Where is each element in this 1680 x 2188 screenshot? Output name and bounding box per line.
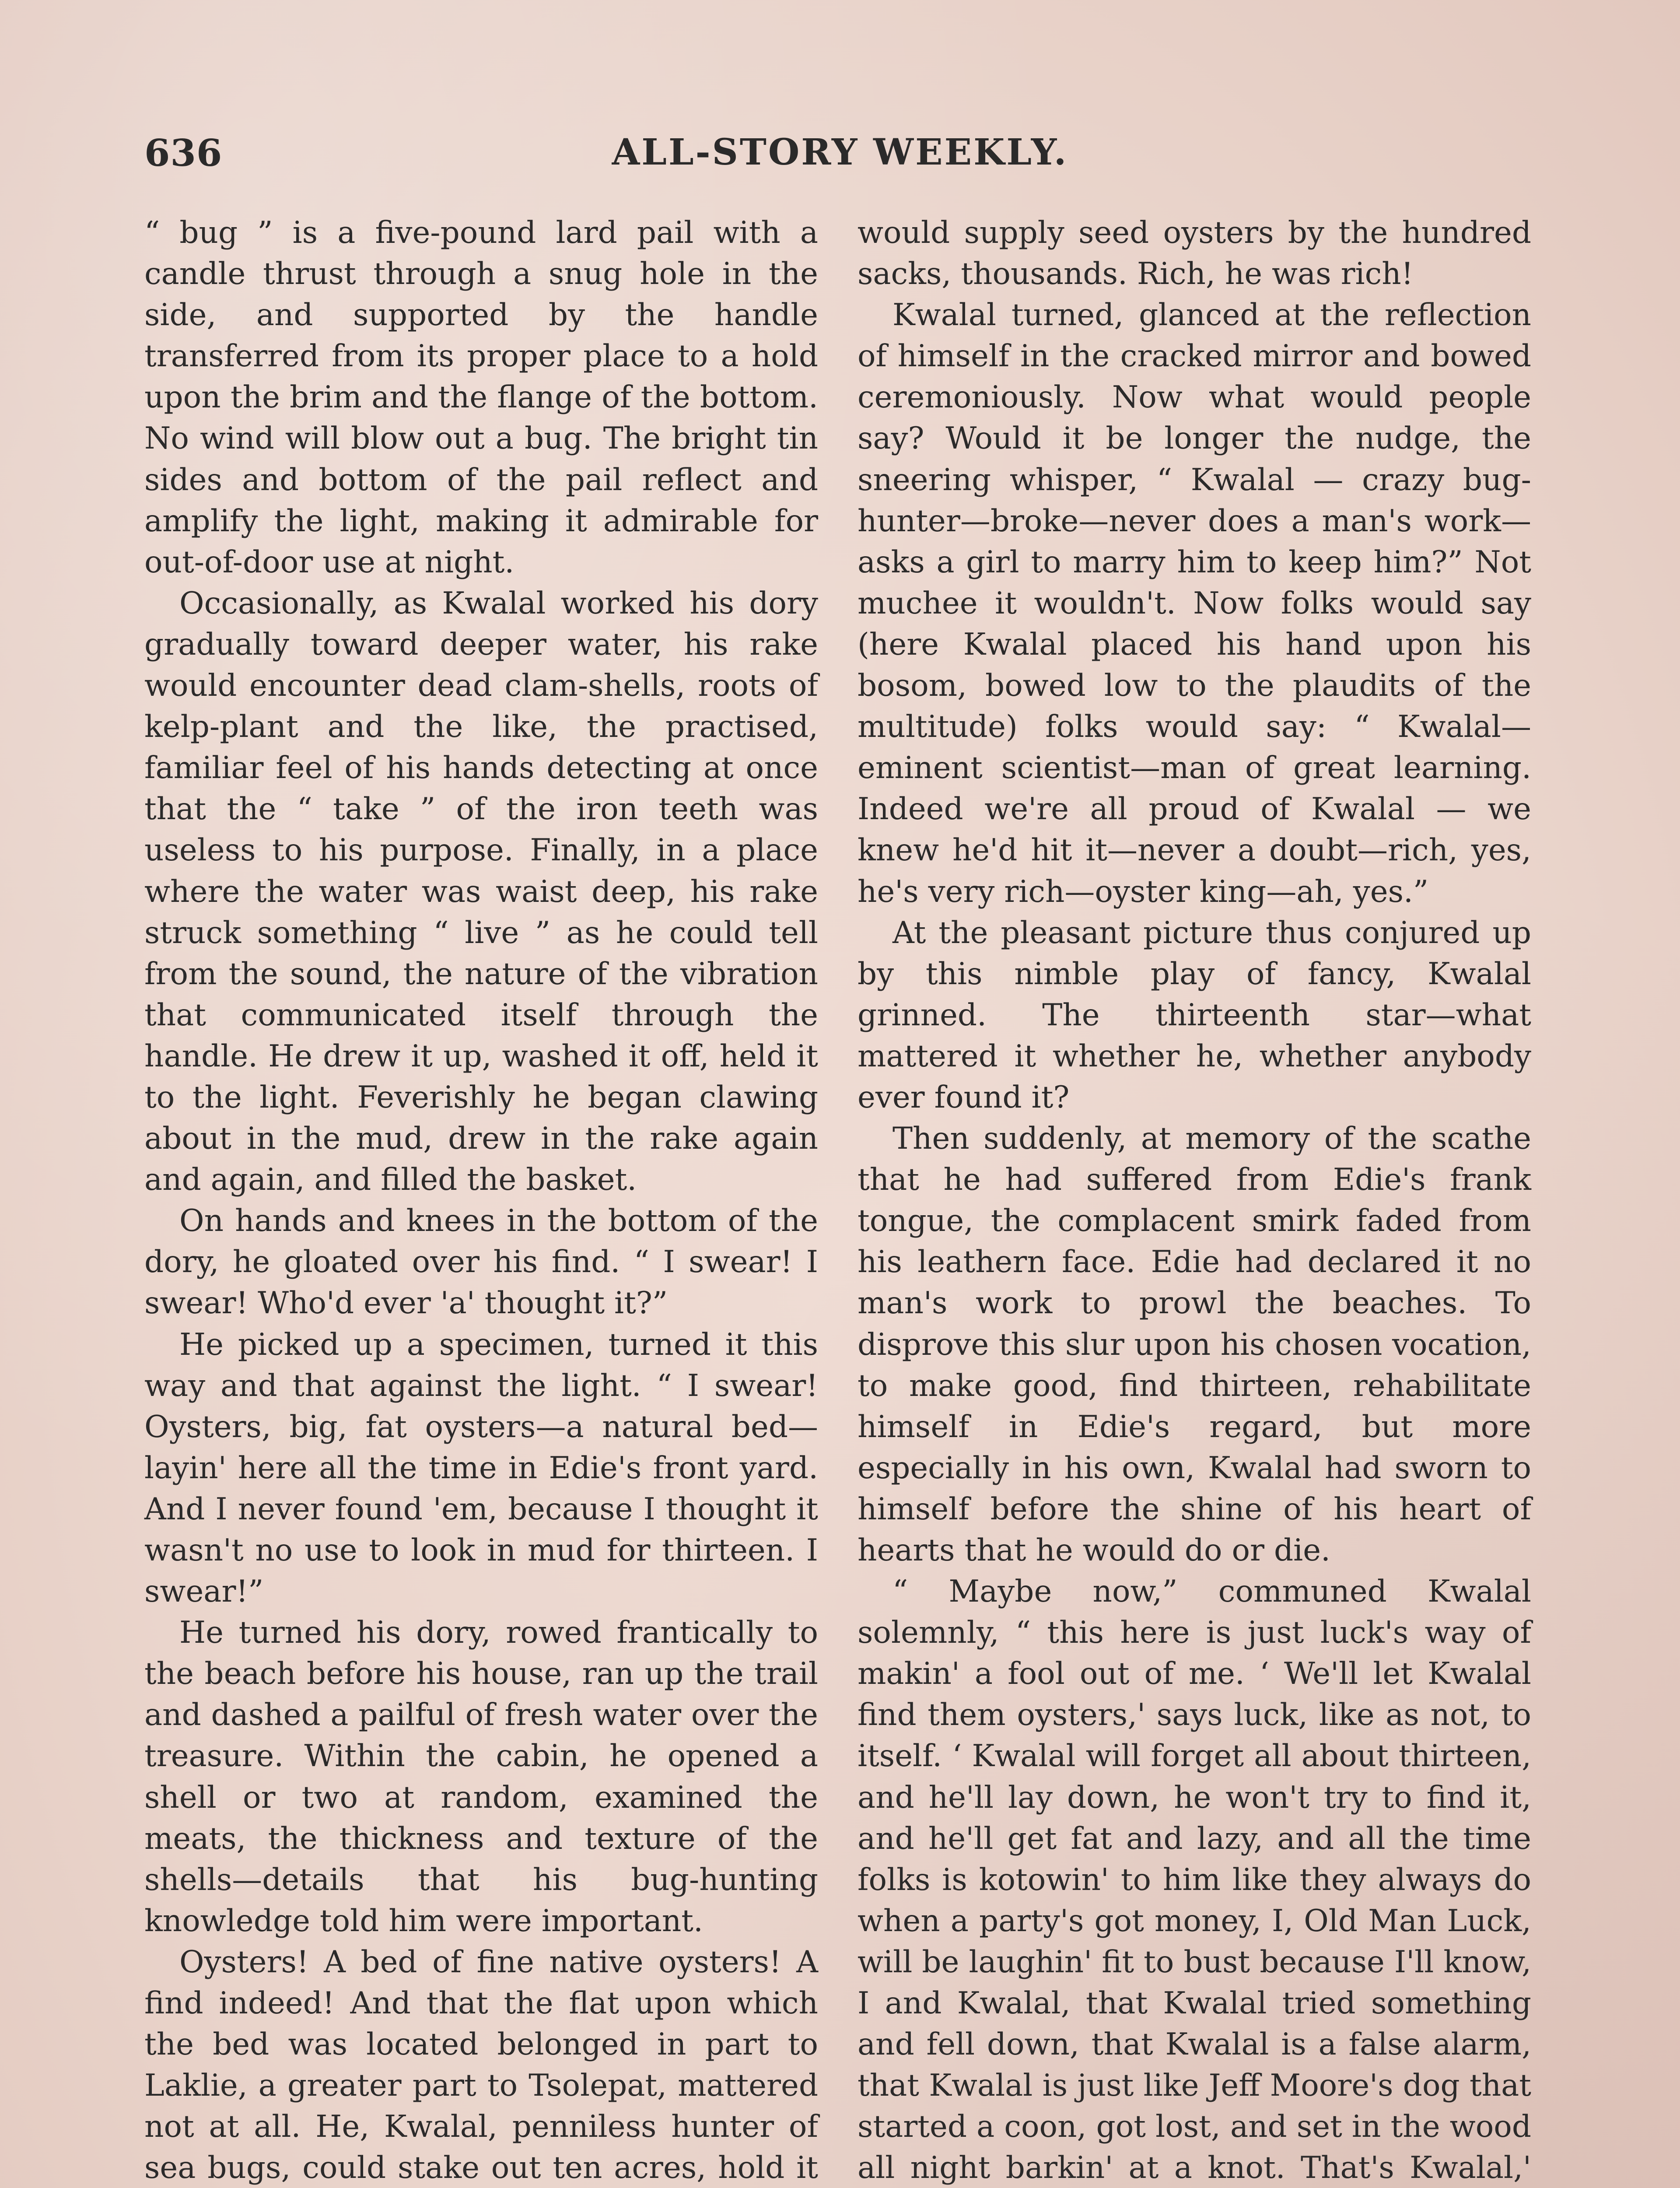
paragraph: Kwalal turned, glanced at the reflection of himself in the cracked mirror and bowed ceremoniously. Now what would people say? Would it be longer the nudge, the sneering whisper, “ Kwalal — crazy bug-hunter—broke—never does a man's work—asks a girl to marry him to keep him?” Not muchee it wouldn't. Now folks would say (here Kwalal placed his hand upon his bosom, bowed low to the plaudits of the multitude) folks would say: “ Kwalal—eminent scientist—man of great learning. Indeed we're all proud of Kwalal — we knew he'd hit it—never a doubt—rich, yes, he's very rich—oyster king—ah, yes.” [858,298,1531,909]
paragraph: He picked up a specimen, turned it this way and that against the light. “ I swear! Oysters, big, fat oysters—a natural bed—layin' here all the time in Edie's front yard. And I never found 'em, because I thought it wasn't no use to look in mud for thirteen. I swear!” [144,1327,818,1609]
paragraph: would supply seed oysters by the hundred sacks, thousands. Rich, he was rich! [858,215,1531,292]
paragraph: He turned his dory, rowed frantically to the beach before his house, ran up the trail and dashed a pailful of fresh water over the treasure. Within the cabin, he opened a shell or two at random, examined the meats, the thickness and texture of the shells—details that his bug-hunting knowledge told him were important. [144,1615,818,1939]
page-number: 636 [144,131,223,175]
paragraph: Then suddenly, at memory of the scathe that he had suffered from Edie's frank tongue, the complacent smirk faded from his leathern face. Edie had declared it no man's work to prowl the beaches. To disprove this slur upon his chosen vocation, to make good, find thirteen, rehabilitate himself in Edie's regard, but more especially in his own, Kwalal had sworn to himself before the shine of his heart of hearts that he would do or die. [858,1121,1531,1568]
page-header [0,0,1680,175]
paragraph: At the pleasant picture thus conjured up by this nimble play of fancy, Kwalal grinned. The thirteenth star—what mattered it whether he, whether anybody ever found it? [858,915,1531,1115]
left-column [144,212,818,2188]
paragraph: On hands and knees in the bottom of the dory, he gloated over his find. “ I swear! I swear! Who'd ever 'a' thought it?” [144,1203,818,1321]
paragraph: “ bug ” is a five-pound lard pail with a candle thrust through a snug hole in the side, and supported by the handle transferred from its proper place to a hold upon the brim and the flange of the bottom. No wind will blow out a bug. The bright tin sides and bottom of the pail reflect and amplify the light, making it admirable for out-of-door use at night. [144,215,818,580]
running-head: ALL-STORY WEEKLY. [612,131,1068,173]
paragraph: Occasionally, as Kwalal worked his dory gradually toward deeper water, his rake would encounter dead clam-shells, roots of kelp-plant and the like, the practised, familiar feel of his hands detecting at once that the “ take ” of the iron teeth was useless to his purpose. Finally, in a place where the water was waist deep, his rake struck something “ live ” as he could tell from the sound, the nature of the vibration that communicated itself through the handle. He drew it up, washed it off, held it to the light. Feverishly he began clawing about in the mud, drew in the rake again and again, and filled the basket. [144,586,818,1198]
paragraph: “ Maybe now,” communed Kwalal solemnly, “ this here is just luck's way of makin' a fool out of me. ‘ We'll let Kwalal find them oysters,' says luck, like as not, to itself. ‘ Kwalal will forget all about thirteen, and he'll lay down, he won't try to find it, and he'll get fat and lazy, and all the time folks is kotowin' to him like they always do when a party's got money, I, Old Man Luck, will be laughin' fit to bust because I'll know, I and Kwalal, that Kwalal tried something and fell down, that Kwalal is a false alarm, that Kwalal is just like Jeff Moore's dog that started a coon, got lost, and set in the wood all night barkin' at a knot. That's Kwalal,' [858,1574,1531,2186]
paragraph: Oysters! A bed of fine native oysters! A find indeed! And that the flat upon which the bed was located belonged in part to Laklie, a greater part to Tsolepat, mattered not at all. He, Kwalal, penniless hunter of sea bugs, could stake out ten acres, hold it [144,1944,818,2186]
right-column [858,212,1531,2188]
